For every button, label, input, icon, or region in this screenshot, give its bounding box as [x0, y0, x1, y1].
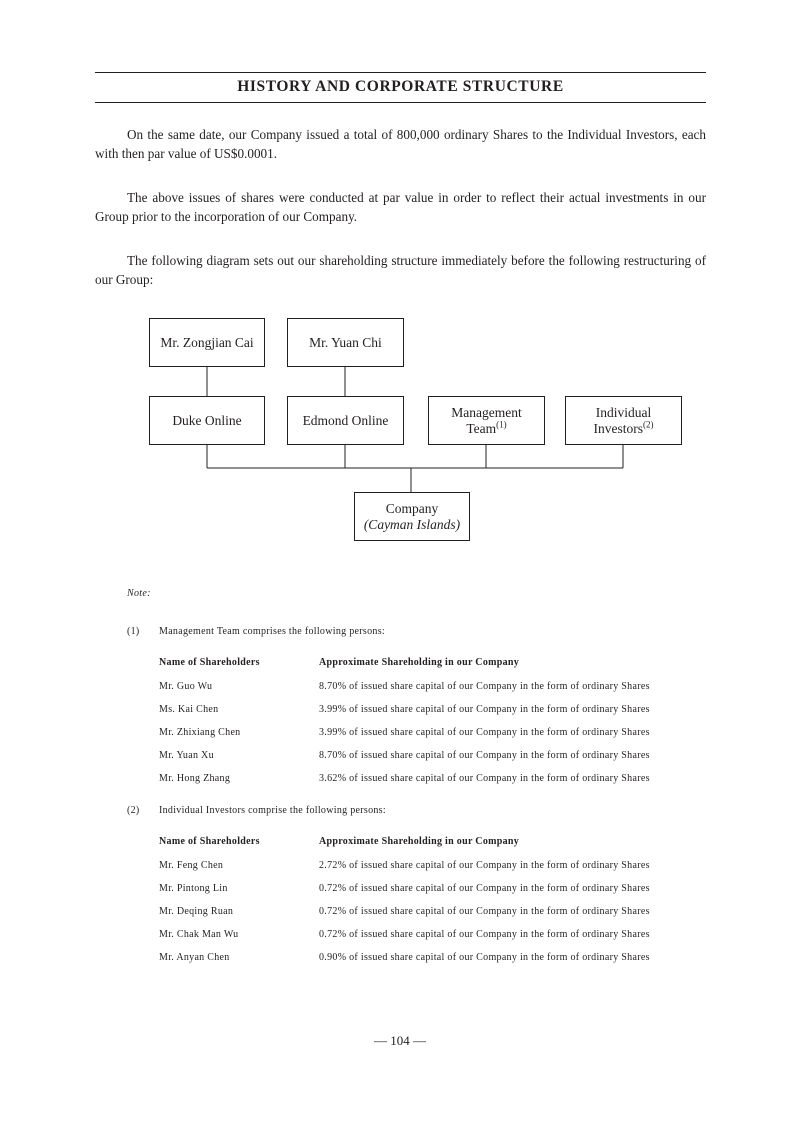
shareholder-name-cell: Mr. Hong Zhang: [159, 773, 231, 784]
table-row: [159, 906, 719, 920]
shareholding-cell: 8.70% of issued share capital of our Company in the form of ordinary Shares: [319, 681, 650, 692]
entity-name: Edmond Online: [302, 412, 389, 428]
entity-box-individual-investors: [565, 396, 682, 445]
entity-name-line2: Investors: [593, 420, 643, 436]
shareholding-cell: 2.72% of issued share capital of our Company in the form of ordinary Shares: [319, 860, 650, 871]
shareholder-name-cell: Mr. Feng Chen: [159, 860, 224, 871]
column-header-shareholding: Approximate Shareholding in our Company: [319, 657, 520, 668]
column-header-shareholding: Approximate Shareholding in our Company: [319, 836, 520, 847]
table-row: [159, 952, 719, 966]
shareholding-cell: 0.90% of issued share capital of our Company in the form of ordinary Shares: [319, 952, 650, 963]
entity-box-duke-online: [149, 396, 265, 445]
shareholding-cell: 3.99% of issued share capital of our Company in the form of ordinary Shares: [319, 727, 650, 738]
shareholder-name-cell: Mr. Zhixiang Chen: [159, 727, 241, 738]
footnote-ref-1: (1): [496, 419, 507, 429]
shareholding-cell: 3.62% of issued share capital of our Company in the form of ordinary Shares: [319, 773, 650, 784]
footnote-text-1: Management Team comprises the following persons:: [159, 626, 385, 637]
table-row: [159, 727, 719, 741]
footnote-number-2: (2): [127, 805, 140, 816]
shareholder-name-cell: Mr. Pintong Lin: [159, 883, 228, 894]
note-label: Note:: [127, 588, 151, 599]
table-row: [159, 883, 719, 897]
paragraph-diagram-intro: The following diagram sets out our shareholding structure immediately before the following restructuring of our Group:: [95, 253, 706, 287]
table-row: [159, 929, 719, 943]
shareholding-cell: 3.99% of issued share capital of our Company in the form of ordinary Shares: [319, 704, 650, 715]
company-jurisdiction: (Cayman Islands): [363, 516, 461, 532]
footnote-ref-2: (2): [643, 419, 654, 429]
shareholder-name-cell: Mr. Yuan Xu: [159, 750, 214, 761]
entity-box-management-team: [428, 396, 545, 445]
table-row: [159, 750, 719, 764]
shareholder-name-cell: Mr. Guo Wu: [159, 681, 213, 692]
table-header-row: [159, 657, 719, 671]
footnote-number-1: (1): [127, 626, 140, 637]
column-header-name: Name of Shareholders: [159, 657, 260, 668]
shareholder-name-cell: Mr. Chak Man Wu: [159, 929, 239, 940]
shareholding-cell: 0.72% of issued share capital of our Company in the form of ordinary Shares: [319, 906, 650, 917]
shareholder-name: Mr. Yuan Chi: [309, 334, 382, 350]
shareholding-cell: 0.72% of issued share capital of our Company in the form of ordinary Shares: [319, 883, 650, 894]
column-header-name: Name of Shareholders: [159, 836, 260, 847]
footnote-text-2: Individual Investors comprise the following persons:: [159, 805, 386, 816]
table-row: [159, 681, 719, 695]
shareholder-name-cell: Ms. Kai Chen: [159, 704, 219, 715]
shareholder-name: Mr. Zongjian Cai: [160, 334, 254, 350]
table-row: [159, 704, 719, 718]
shareholder-box-zongjian-cai: [149, 318, 265, 367]
table-header-row: [159, 836, 719, 850]
page-title: HISTORY AND CORPORATE STRUCTURE: [237, 78, 564, 95]
entity-box-edmond-online: [287, 396, 404, 445]
entity-name: Duke Online: [172, 412, 242, 428]
table-row: [159, 773, 719, 787]
shareholder-box-yuan-chi: [287, 318, 404, 367]
shareholder-name-cell: Mr. Deqing Ruan: [159, 906, 234, 917]
company-name: Company: [385, 500, 439, 516]
entity-box-company: [354, 492, 470, 541]
entity-name-line1: Individual: [595, 404, 652, 420]
entity-name-line2: Team: [466, 420, 497, 436]
table-row: [159, 860, 719, 874]
shareholding-cell: 0.72% of issued share capital of our Company in the form of ordinary Shares: [319, 929, 650, 940]
paragraph-share-issue: On the same date, our Company issued a total of 800,000 ordinary Shares to the Individual Investors, each with then par value of US$0.0001.: [95, 127, 706, 161]
paragraph-par-value: The above issues of shares were conducted at par value in order to reflect their actual investments in our Group prior to the incorporation of our Company.: [95, 190, 706, 224]
entity-name-line1: Management: [451, 404, 522, 420]
shareholder-name-cell: Mr. Anyan Chen: [159, 952, 230, 963]
shareholding-cell: 8.70% of issued share capital of our Company in the form of ordinary Shares: [319, 750, 650, 761]
page-number: — 104 —: [374, 1033, 426, 1048]
